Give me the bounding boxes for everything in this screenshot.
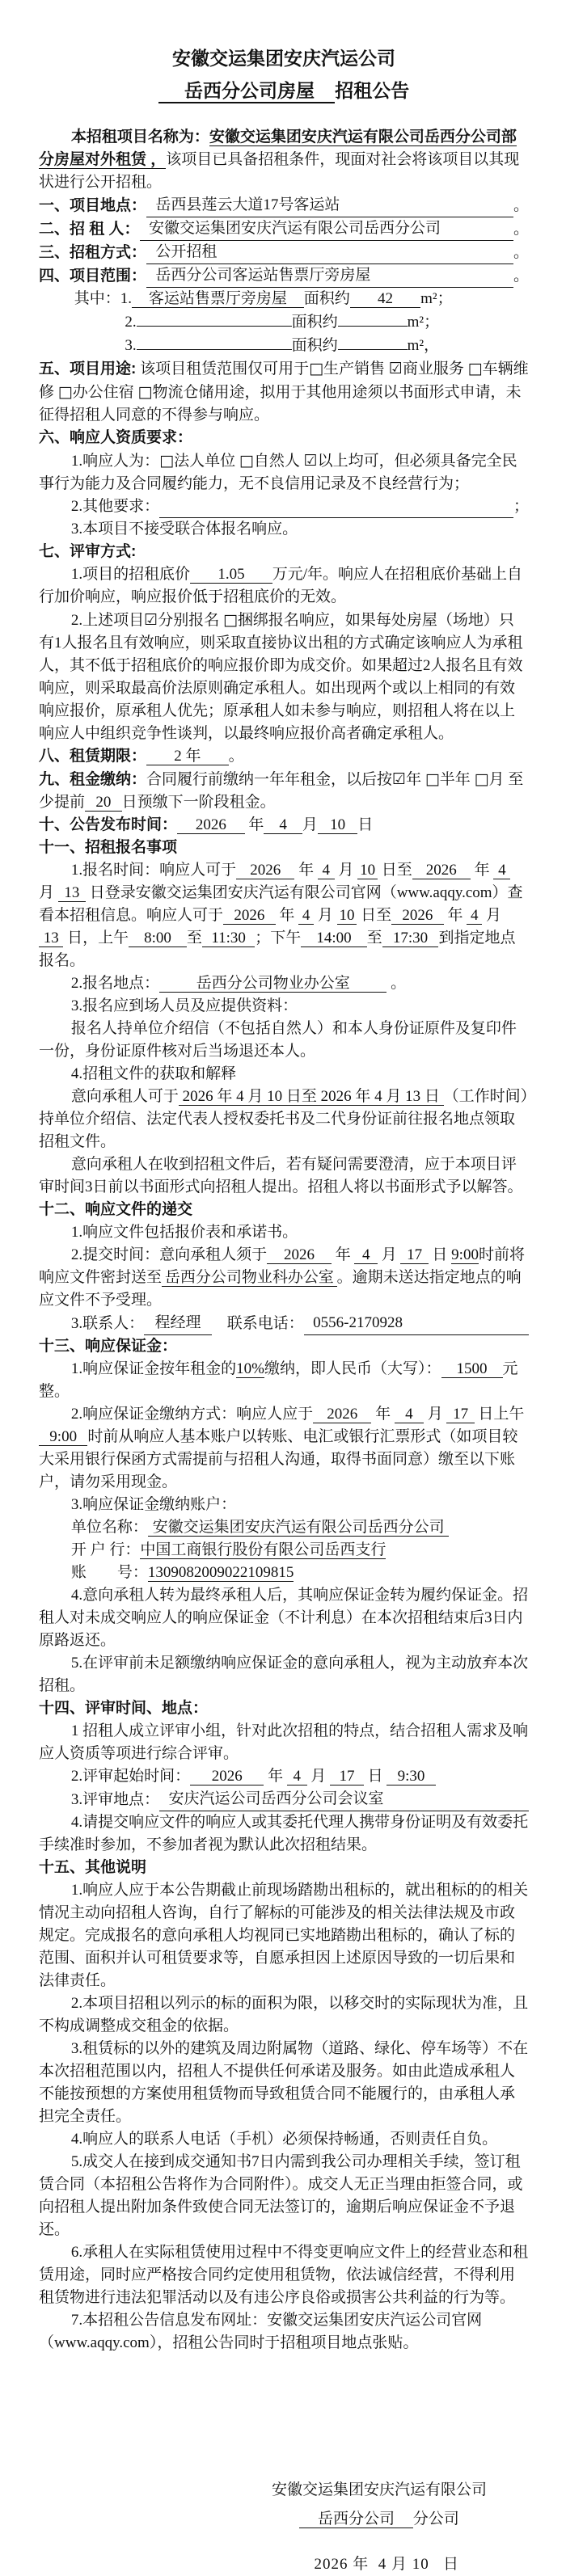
paragraph — [39, 241, 529, 264]
text-run: 3. — [125, 336, 137, 354]
paragraph — [39, 1358, 529, 1403]
text-run: 三、招租方式： — [39, 244, 147, 261]
filled-value: 9:00 — [451, 1246, 479, 1263]
filled-value: 客运站售票厅旁房屋 — [132, 290, 304, 308]
signature-branch: 岳西分公司 — [299, 2511, 413, 2528]
filled-value: 2026 — [267, 1246, 332, 1264]
filled-value: 安庆汽运公司岳西分公司会议室 — [159, 1788, 529, 1811]
text-run: 本招租项目名称为： — [70, 129, 209, 145]
text-run: 1.响应人为： — [70, 452, 160, 470]
text-run: 月 — [482, 906, 505, 924]
text-run: 4.请提交响应文件的响应人或其委托代理人携带身份证明及有效委托手续准时参加，不参加者视为默认此次招租结果。 — [39, 1813, 529, 1853]
text-run: 2.其他要求： — [70, 497, 160, 515]
text-run: 1.报名时间：响应人可于 — [70, 861, 237, 879]
text-run: 办公住宿 — [72, 383, 138, 401]
filled-value: 2026 — [223, 907, 276, 925]
text-run: 。 — [228, 747, 244, 765]
text-run: 五、项目用途: — [39, 360, 137, 377]
text-run: 自然人 — [253, 452, 304, 470]
filled-value: 4 — [395, 1406, 424, 1423]
filled-value: 2026 — [177, 816, 245, 834]
paragraph — [39, 357, 529, 427]
text-run: 。 — [513, 244, 529, 261]
text-run: 账 号： — [70, 1563, 148, 1581]
text-run: 十、公告发布时间： — [39, 816, 178, 833]
text-run: 。 — [513, 197, 529, 214]
checkbox-checked-icon: ☑ — [388, 359, 403, 377]
paragraph — [39, 1516, 529, 1539]
signature-block — [272, 2476, 487, 2534]
paragraph — [39, 217, 529, 241]
text-run: 单位名称： — [70, 1518, 148, 1536]
text-run: 2.响应保证金缴纳方式：响应人应于 — [70, 1405, 314, 1423]
text-run: 1.响应文件包括报价表和承诺书。 — [70, 1223, 298, 1241]
paragraph — [39, 1086, 529, 1153]
text-run: 年 — [470, 861, 494, 879]
text-run: 1.项目的招租底价 — [70, 565, 191, 583]
title-line2-underlined: 岳西分公司房屋 — [158, 80, 335, 103]
paragraph — [39, 310, 529, 334]
filled-value: 2 年 — [146, 748, 229, 765]
text-run: 7.本招租公告信息发布网址：安徽交运集团安庆汽运公司官网（www.aqqy.com），招租公告同时于招租项目地点张贴。 — [39, 2311, 483, 2351]
filled-value: 17 — [446, 1406, 474, 1423]
text-run: 九、租金缴纳： — [39, 770, 147, 788]
paragraph — [39, 1063, 529, 1086]
paragraph — [39, 1652, 529, 1697]
section-heading — [39, 1335, 529, 1358]
text-run: 日预缴下一阶段租金。 — [121, 793, 276, 811]
text-run: 至 — [366, 929, 382, 947]
text-run: 其中：1. — [74, 290, 132, 307]
paragraph — [39, 449, 529, 495]
paragraph — [39, 1992, 529, 2038]
paragraph — [39, 518, 529, 541]
text-run: 月 — [39, 861, 515, 901]
text-run: 3.本项目不接受联合体报名响应。 — [70, 520, 298, 538]
text-run: 十二、响应文件的递交 — [39, 1200, 193, 1218]
filled-value: 9:00 — [39, 1428, 87, 1446]
text-run: 月 — [334, 861, 358, 879]
paragraph — [39, 768, 529, 814]
filled-value: 42 — [350, 290, 420, 308]
filled-value: 2026 — [236, 862, 294, 879]
text-run: 日 — [357, 816, 374, 833]
text-run: 2.上述项目 — [70, 611, 145, 629]
filled-value: 10 — [318, 816, 357, 834]
text-run: 至 — [186, 929, 202, 947]
text-run: 5.在评审前未足额缴纳响应保证金的意向承租人，视为主动放弃本次招租。 — [39, 1654, 529, 1694]
text-run: 4.招租文件的获取和解释 — [70, 1065, 237, 1082]
text-run: 3.评审地点： — [70, 1790, 160, 1808]
filled-value: 10 — [337, 907, 357, 925]
checkbox-unchecked-icon: □ — [474, 769, 489, 788]
text-run: 年 — [406, 770, 425, 788]
checkbox-unchecked-icon: □ — [424, 769, 440, 788]
text-run: 3.联系人： — [70, 1314, 145, 1332]
signature-branch-suffix: 分公司 — [412, 2510, 459, 2528]
checkbox-checked-icon: ☑ — [392, 769, 407, 788]
filled-value: 13 — [58, 884, 86, 902]
checkbox-unchecked-icon: □ — [239, 451, 254, 470]
text-run: 2. — [125, 313, 137, 331]
filled-value: 4 — [354, 1246, 378, 1264]
text-run: ； — [513, 497, 529, 515]
text-run: 年 — [331, 1246, 355, 1263]
text-run: （工作时间）持单位介绍信、法定代表人授权委托书及二代身份证前往报名地点领取招租文件。 — [39, 1087, 529, 1150]
filled-value: 2026 — [391, 907, 444, 925]
paragraph — [39, 1811, 529, 1857]
signature-date: 2026 年 4 月 10 日 — [314, 2555, 459, 2573]
paragraph — [39, 2038, 529, 2128]
text-run: 年 — [371, 1405, 395, 1423]
text-run: 一、项目地点： — [39, 197, 147, 214]
filled-value: 岳西分公司物业办公室 — [159, 975, 386, 993]
text-run: 面积约 — [303, 290, 350, 307]
filled-value: 岳西县莲云大道17号客运站 — [146, 194, 513, 217]
text-run: 半年 — [439, 770, 475, 788]
filled-value: 程经理 — [144, 1312, 212, 1335]
text-run: 车辆维修 — [39, 360, 529, 401]
text-run: 合同履行前缴纳一年年租金，以后按 — [146, 770, 393, 788]
filled-value: 17 — [330, 1768, 364, 1785]
filled-value: 4 — [318, 862, 335, 879]
text-run: 十四、评审时间、地点： — [39, 1699, 209, 1717]
text-run: 缴纳，即人民币（大写）： — [264, 1360, 441, 1377]
text-run: 4.意向承租人转为最终承租人后，其响应保证金转为履约保证金。招租人对未成交响应人的响应保证金（不计利息）在本次招租结束后3日内原路返还。 — [39, 1586, 529, 1649]
blank-field — [338, 310, 408, 327]
text-run: 物流仓储用途，拟用于其他用途须以书面形式申请，未征得招租人同意的不得参与响应。 — [39, 383, 522, 424]
filled-value: 安徽交运集团安庆汽运有限公司岳西分公司 — [140, 217, 513, 241]
paragraph — [39, 609, 529, 745]
text-run: 十一、招租报名事项 — [39, 838, 178, 856]
filled-value: 10 — [357, 862, 378, 879]
text-run: 面积约 — [291, 336, 338, 354]
text-run: 日至 — [357, 906, 392, 924]
filled-value: 4 — [287, 1768, 307, 1785]
text-run: 年 — [244, 816, 264, 833]
filled-value: 1309082009022109815 — [147, 1563, 294, 1581]
paragraph — [39, 1720, 529, 1765]
checkbox-checked-icon: ☑ — [144, 610, 158, 629]
paragraph — [39, 1788, 529, 1811]
text-run: 。 — [386, 974, 407, 992]
text-run: 1 招租人成立评审小组，针对此次招租的特点，结合招租人需求及响应人资质等项进行综合评审。 — [39, 1722, 529, 1762]
text-run: 面积约 — [291, 313, 338, 331]
text-run: 时前从响应人基本账户以转账、电汇或银行汇票形式（如项目较大采用银行保函方式需提前与招租人沟通，取得书面同意）缴至以下账户，请勿采用现金。 — [39, 1427, 518, 1490]
filled-value: 17 — [400, 1246, 428, 1264]
text-run: 日 — [363, 1767, 387, 1785]
text-run: 万元/年。响应人在招租底价基础上自行加价响应，响应报价低于招租底价的无效。 — [39, 565, 523, 605]
checkbox-unchecked-icon: □ — [57, 382, 73, 401]
paragraph — [39, 334, 529, 357]
text-run: 年 — [443, 906, 467, 924]
paragraph — [39, 1584, 529, 1652]
text-run: 该项目已具备招租条件，现面对社会将该项目以其现状进行公开招租。 — [39, 151, 520, 191]
text-run: 该项目租赁范围仅可用于 — [136, 360, 310, 377]
filled-value: 9:30 — [386, 1768, 435, 1785]
checkbox-checked-icon: ☑ — [303, 451, 318, 470]
paragraph — [39, 1312, 529, 1335]
paragraph — [39, 859, 529, 972]
text-run: 日登录安徽交运集团安庆汽运有限公司官网（www.aqqy.com）查看本招租信息。响应人可于 — [39, 883, 523, 924]
paragraph — [39, 1221, 529, 1244]
filled-value: 安徽交运集团安庆汽运有限公司岳西分公司部分房屋对外租赁 ， — [39, 129, 517, 168]
filled-value: 13 — [39, 930, 63, 947]
filled-value: 0556-2170928 — [304, 1312, 529, 1335]
paragraph — [39, 1244, 529, 1312]
text-run: 月 — [314, 906, 337, 924]
filled-value: 4 — [298, 907, 314, 925]
text-run: 法人单位 — [174, 452, 239, 470]
filled-value: 14:00 — [301, 930, 366, 947]
title-line1: 安徽交运集团安庆汽运公司 — [172, 48, 395, 69]
signature-branch-line — [272, 2505, 487, 2534]
section-heading — [39, 837, 529, 859]
text-run: 七、评审方式: — [39, 542, 137, 560]
paragraph — [39, 495, 529, 518]
filled-value: 10% — [236, 1360, 264, 1377]
paragraph — [39, 2128, 529, 2151]
blank-field — [137, 334, 292, 350]
filled-value: 岳西分公司客运站售票厅旁房屋 — [146, 264, 513, 288]
filled-value: 中国工商银行股份有限公司岳西支行 — [140, 1541, 386, 1558]
paragraph — [39, 194, 529, 217]
text-run: 1.响应人应于本公告期截止前现场踏勘出租标的，就出租标的的相关情况主动向招租人咨询，自行了解标的可能涉及的相关法律法规及市政规定。完成报名的意向承租人均视同已实地踏勘出租标的，确认了标的范围、面积并认可租赁要求等，自愿承担因上述原因导致的一切后果和法律责任。 — [39, 1881, 529, 1989]
paragraph — [39, 126, 529, 194]
text-run: 年 — [294, 861, 318, 879]
filled-value: 4 — [264, 816, 302, 834]
filled-value: 1.05 — [190, 566, 272, 584]
text-run: 4.响应人的联系人电话（手机）必须保持畅通，否则责任自负。 — [70, 2130, 498, 2148]
text-run: 生产销售 — [323, 360, 389, 377]
text-run: m²， — [407, 336, 440, 354]
paragraph — [39, 1153, 529, 1199]
text-run: 。 — [513, 268, 529, 285]
text-run: 意向承租人在收到招租文件后，若有疑问需要澄清，应于本项目评审时间3日前以书面形式向招租人提出。招租人将以书面形式予以解答。 — [39, 1155, 523, 1195]
paragraph — [39, 1879, 529, 1992]
text-run: m²； — [407, 313, 440, 331]
text-run: 报名人持单位介绍信（不包括自然人）和本人身份证原件及复印件一份，身份证原件核对后当场退还本人。 — [39, 1019, 517, 1060]
text-run: 六、响应人资质要求： — [39, 428, 193, 446]
paragraph — [39, 2151, 529, 2241]
filled-value: 2026 — [412, 862, 471, 879]
text-run: 6.承租人在实际租赁使用过程中不得变更响应文件上的经营业态和租赁用途，同时应严格按合同约定使用租赁物，依法诚信经营，不得利用租赁物进行违法犯罪活动以及有违公序良俗或损害公共利益的行为等。 — [39, 2243, 529, 2306]
text-run: 3.租赁标的以外的建筑及周边附属物（道路、绿化、停车场等）不在本次招租范围以内，招租人不提供任何承诺及服务。如由此造成承租人不能按预想的方案使用租赁物而导致租赁合同不能履行的，由承租人承担完全责任。 — [39, 2039, 529, 2125]
checkbox-unchecked-icon: □ — [137, 382, 153, 401]
text-run: 月 — [377, 1246, 401, 1263]
text-run: 2.本项目招租以列示的标的面积为限，以移交时的实际现状为准，且不构成调整成交租金的依据。 — [39, 1994, 529, 2034]
text-run: 日至 — [377, 861, 412, 879]
text-run: 1.响应保证金按年租金的 — [70, 1360, 237, 1377]
filled-value: 公开招租 — [146, 241, 513, 264]
text-run: 。逾期未送达指定地点的响应文件不予受理。 — [39, 1268, 522, 1309]
paragraph — [39, 2309, 529, 2355]
paragraph — [39, 995, 529, 1018]
text-run: 2.提交时间：意向承租人须于 — [70, 1246, 268, 1263]
paragraph — [39, 1403, 529, 1494]
text-run: 捆绑报名响应，如果每处房屋（场地）只有1人报名且有效响应，则采取直接协议出租的方式确定该响应人为承租人，其不低于招租底价的响应报价即为成交价。如果超过2人报名且有效响应，则采取最高价法原则确定承租人。如出现两个或以上相同的有效响应报价，原承租人优先；原承租人如未参与响应，则招租人将在以上响应人中组织竞争性谈判，以最终响应报价高者确定承租人。 — [39, 611, 523, 742]
paragraph — [39, 563, 529, 609]
text-run: 十五、其他说明 — [39, 1858, 147, 1876]
text-run: 年 — [275, 906, 299, 924]
text-run: 5.成交人在接到成交通知书7日内需到我公司办理相关手续，签订租赁合同（本招租公告将作为合同附件）。成交人无正当理由拒签合同，或向招租人提出附加条件致使合同无法签订的，逾期后响应保证金不予退还。 — [39, 2152, 523, 2238]
document-title — [39, 42, 529, 107]
blank-field — [338, 334, 408, 350]
filled-value: 2026 — [313, 1406, 371, 1423]
paragraph — [39, 1539, 529, 1562]
text-run: 时前将响应文件密封送至 — [39, 1246, 525, 1286]
title-line2-rest: 招租公告 — [335, 80, 410, 101]
text-run: m²； — [420, 290, 453, 307]
text-run: 2.报名地点： — [70, 974, 160, 992]
title-line2 — [39, 74, 529, 107]
section-heading — [39, 1199, 529, 1221]
text-run: 日，上午 — [63, 929, 129, 947]
text-run: 。 — [513, 221, 529, 238]
filled-value: 安徽交运集团安庆汽运有限公司岳西分公司 — [148, 1519, 449, 1537]
text-run: 3.报名应到场人员及应提供资料： — [70, 997, 298, 1014]
text-run: 年 — [264, 1767, 287, 1785]
paragraph — [39, 814, 529, 837]
paragraph — [39, 1562, 529, 1584]
text-run: 四、项目范围： — [39, 268, 147, 285]
text-run: 二、招 租 人： — [39, 221, 140, 238]
text-run: 开 户 行： — [70, 1541, 141, 1558]
checkbox-unchecked-icon: □ — [222, 610, 238, 629]
text-run: 联系电话： — [211, 1314, 304, 1332]
paragraph — [39, 972, 529, 995]
text-run: 日上午 — [474, 1405, 525, 1423]
checkbox-unchecked-icon: □ — [159, 451, 175, 470]
text-run: 十三、响应保证金： — [39, 1337, 178, 1355]
paragraph — [39, 264, 529, 288]
filled-value: 20 — [85, 794, 122, 812]
filled-value: 4 — [493, 862, 510, 879]
filled-value: 8:00 — [129, 930, 187, 947]
text-run: 意向承租人可于 — [70, 1087, 179, 1105]
filled-value: 2026 年 4 月 10 日至 2026 年 4 月 13 日 — [178, 1087, 444, 1105]
paragraph — [39, 288, 529, 310]
text-run: 月 — [423, 1405, 447, 1423]
text-run: 商业服务 — [402, 360, 468, 377]
blank-field — [137, 310, 292, 327]
paragraph — [39, 1018, 529, 1063]
signature-company: 安徽交运集团安庆汽运有限公司 — [271, 2481, 487, 2498]
checkbox-unchecked-icon: □ — [309, 359, 324, 377]
text-run: 到指定地点报名。 — [39, 929, 516, 969]
document-body — [39, 126, 529, 2355]
text-run: 月 — [302, 816, 318, 833]
text-run: 八、租赁期限： — [39, 747, 147, 765]
filled-value: 岳西分公司物业科办公室 — [162, 1269, 337, 1287]
text-run: 月 — [306, 1767, 331, 1785]
section-heading — [39, 1697, 529, 1720]
section-heading — [39, 1857, 529, 1879]
filled-value: 1500 — [441, 1360, 503, 1378]
text-run: 日 — [428, 1246, 452, 1263]
filled-value: 11:30 — [202, 930, 255, 947]
text-run: 分别报名 — [158, 611, 223, 629]
filled-value: 2026 — [190, 1768, 264, 1785]
filled-value: 17:30 — [382, 930, 439, 947]
text-run: 元整。 — [39, 1360, 518, 1400]
text-run: 2.评审起始时间： — [70, 1767, 191, 1785]
text-run: ；下午 — [255, 929, 302, 947]
section-heading — [39, 541, 529, 563]
text-run: 3.响应保证金缴纳账户： — [70, 1495, 237, 1513]
paragraph — [39, 1494, 529, 1516]
text-run: 月 至少提前 — [39, 770, 524, 811]
paragraph — [39, 745, 529, 768]
text-run: 以上均可，但必须具备完全民事行为能力及合同履约能力，无不良信用记录及不良经营行为； — [39, 452, 517, 492]
filled-value: 4 — [467, 907, 482, 925]
section-heading — [39, 427, 529, 449]
checkbox-unchecked-icon: □ — [467, 359, 483, 377]
paragraph — [39, 1765, 529, 1788]
paragraph — [39, 2241, 529, 2309]
